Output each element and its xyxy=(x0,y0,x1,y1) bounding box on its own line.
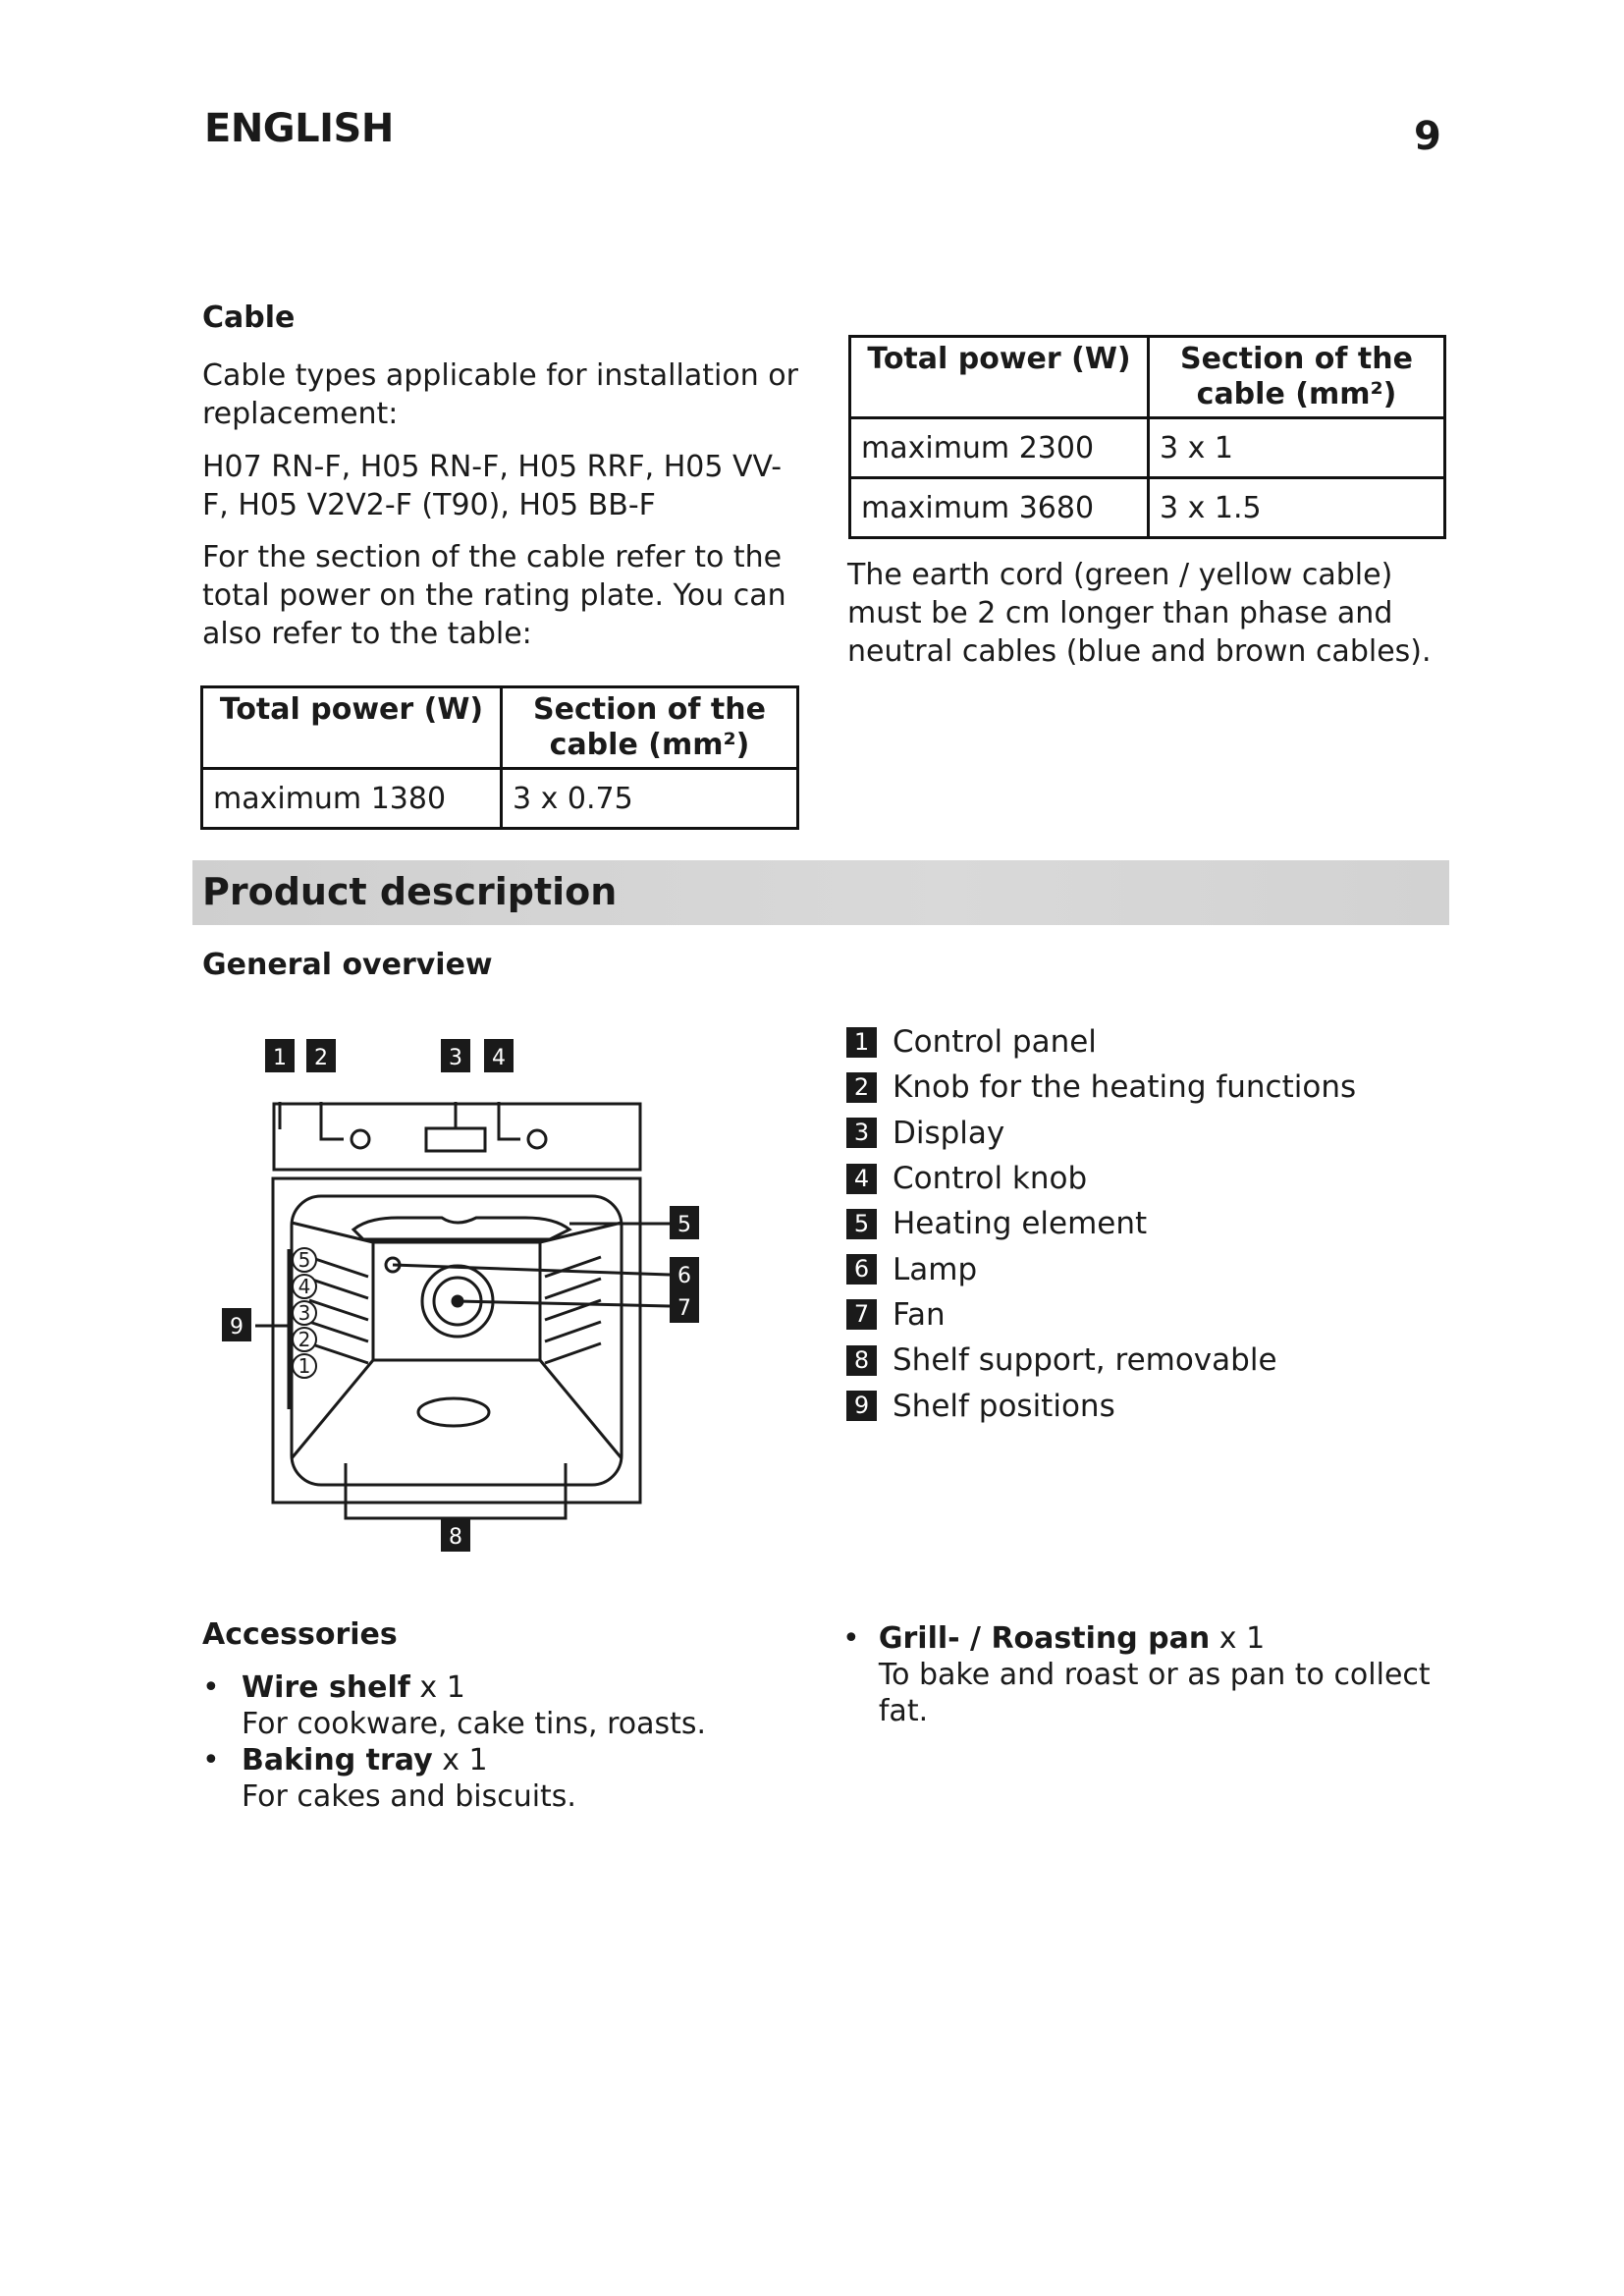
table-cell-section: 3 x 1.5 xyxy=(1149,478,1445,538)
legend-number: 2 xyxy=(846,1072,877,1103)
oven-body-outline xyxy=(273,1178,640,1503)
leader-7 xyxy=(458,1301,670,1306)
cable-table-2 xyxy=(848,335,1446,539)
legend-item xyxy=(846,1019,1356,1065)
table-cell-section: 3 x 1 xyxy=(1149,418,1445,478)
language-heading: ENGLISH xyxy=(204,106,394,151)
table-header-power: Total power (W) xyxy=(850,337,1149,418)
legend-item xyxy=(846,1338,1356,1383)
diagram-legend xyxy=(846,1019,1356,1429)
table-cell-power: maximum 1380 xyxy=(202,769,502,829)
legend-number: 6 xyxy=(846,1254,877,1285)
cable-table-1 xyxy=(200,685,799,830)
bullet-icon: • xyxy=(202,1743,220,1777)
table-cell-power: maximum 2300 xyxy=(850,418,1149,478)
knob-right xyxy=(528,1130,546,1148)
legend-label: Shelf positions xyxy=(893,1388,1115,1424)
legend-number: 4 xyxy=(846,1164,877,1194)
general-overview-heading: General overview xyxy=(202,948,493,982)
leader-4 xyxy=(499,1102,520,1139)
shelf-position-4: 4 xyxy=(298,1275,311,1298)
accessories-heading: Accessories xyxy=(202,1617,398,1652)
legend-label: Shelf support, removable xyxy=(893,1342,1277,1379)
table-cell-power: maximum 3680 xyxy=(850,478,1149,538)
table-cell-section: 3 x 0.75 xyxy=(502,769,798,829)
cable-types-list: H07 RN-F, H05 RN-F, H05 RRF, H05 VV-F, H05 V2V2-F (T90), H05 BB-F xyxy=(202,450,783,522)
oven-diagram xyxy=(196,1021,746,1552)
legend-item xyxy=(846,1292,1356,1338)
cable-section-note: For the section of the cable refer to the total power on the rating plate. You can also refer to the table: xyxy=(202,540,786,651)
legend-label: Display xyxy=(893,1115,1005,1151)
legend-number: 9 xyxy=(846,1391,877,1421)
cable-types-intro: Cable types applicable for installation or replacement: xyxy=(202,358,798,431)
accessory-name: Wire shelf xyxy=(242,1670,410,1705)
accessory-desc: For cakes and biscuits. xyxy=(242,1779,576,1814)
legend-number: 3 xyxy=(846,1118,877,1148)
accessory-name: Baking tray xyxy=(242,1743,433,1777)
callout-3: 3 xyxy=(449,1046,462,1070)
accessory-qty: x 1 xyxy=(442,1743,488,1777)
display-shape xyxy=(426,1128,485,1151)
callout-7: 7 xyxy=(677,1296,691,1321)
shelf-position-3: 3 xyxy=(298,1301,311,1325)
cavity-left-wall xyxy=(292,1223,622,1458)
accessories-list-right xyxy=(842,1620,1441,1729)
callout-4: 4 xyxy=(492,1046,506,1070)
table-row xyxy=(850,418,1445,478)
callout-6: 6 xyxy=(677,1264,691,1288)
legend-label: Heating element xyxy=(893,1206,1148,1242)
bottom-oval xyxy=(418,1398,489,1426)
legend-number: 7 xyxy=(846,1299,877,1330)
legend-label: Control panel xyxy=(893,1024,1097,1061)
bullet-icon: • xyxy=(842,1621,860,1656)
accessory-name: Grill- / Roasting pan xyxy=(878,1621,1211,1656)
earth-cord-note: The earth cord (green / yellow cable) must be 2 cm longer than phase and neutral cables (blue and brown cables). xyxy=(847,558,1432,669)
legend-item xyxy=(846,1201,1356,1246)
legend-label: Lamp xyxy=(893,1251,978,1287)
shelf-position-1: 1 xyxy=(298,1354,311,1378)
table-header-section: Section of the cable (mm²) xyxy=(502,687,798,769)
table-header-section: Section of the cable (mm²) xyxy=(1149,337,1445,418)
callout-1: 1 xyxy=(273,1046,287,1070)
legend-item xyxy=(846,1246,1356,1291)
legend-item xyxy=(846,1111,1356,1156)
cable-heading: Cable xyxy=(202,301,296,335)
heating-element-shape xyxy=(353,1218,569,1239)
table-row xyxy=(850,478,1445,538)
legend-label: Fan xyxy=(893,1296,946,1333)
leader-2 xyxy=(321,1102,344,1139)
legend-number: 8 xyxy=(846,1345,877,1376)
legend-label: Control knob xyxy=(893,1161,1088,1197)
callout-8: 8 xyxy=(449,1525,462,1550)
product-description-title: Product description xyxy=(202,870,618,913)
accessories-list-left xyxy=(202,1669,801,1815)
bullet-icon: • xyxy=(202,1670,220,1705)
accessory-qty: x 1 xyxy=(1218,1621,1266,1656)
legend-item xyxy=(846,1383,1356,1428)
knob-left xyxy=(352,1130,369,1148)
callout-9: 9 xyxy=(230,1315,244,1339)
legend-number: 5 xyxy=(846,1209,877,1239)
shelf-support-left xyxy=(309,1257,368,1363)
list-item xyxy=(202,1669,801,1742)
legend-item xyxy=(846,1065,1356,1110)
shelf-position-5: 5 xyxy=(298,1248,311,1272)
page-number: 9 xyxy=(1414,114,1441,159)
legend-number: 1 xyxy=(846,1027,877,1058)
legend-label: Knob for the heating functions xyxy=(893,1069,1357,1106)
accessory-desc: For cookware, cake tins, roasts. xyxy=(242,1707,707,1741)
accessory-qty: x 1 xyxy=(419,1670,465,1705)
shelf-position-2: 2 xyxy=(298,1328,311,1351)
table-header-power: Total power (W) xyxy=(202,687,502,769)
legend-item xyxy=(846,1156,1356,1201)
callout-2: 2 xyxy=(314,1046,328,1070)
accessory-desc: To bake and roast or as pan to collect fat. xyxy=(878,1658,1431,1728)
callout-5: 5 xyxy=(677,1213,691,1237)
table-row xyxy=(202,769,798,829)
list-item xyxy=(842,1620,1441,1729)
list-item xyxy=(202,1742,801,1815)
